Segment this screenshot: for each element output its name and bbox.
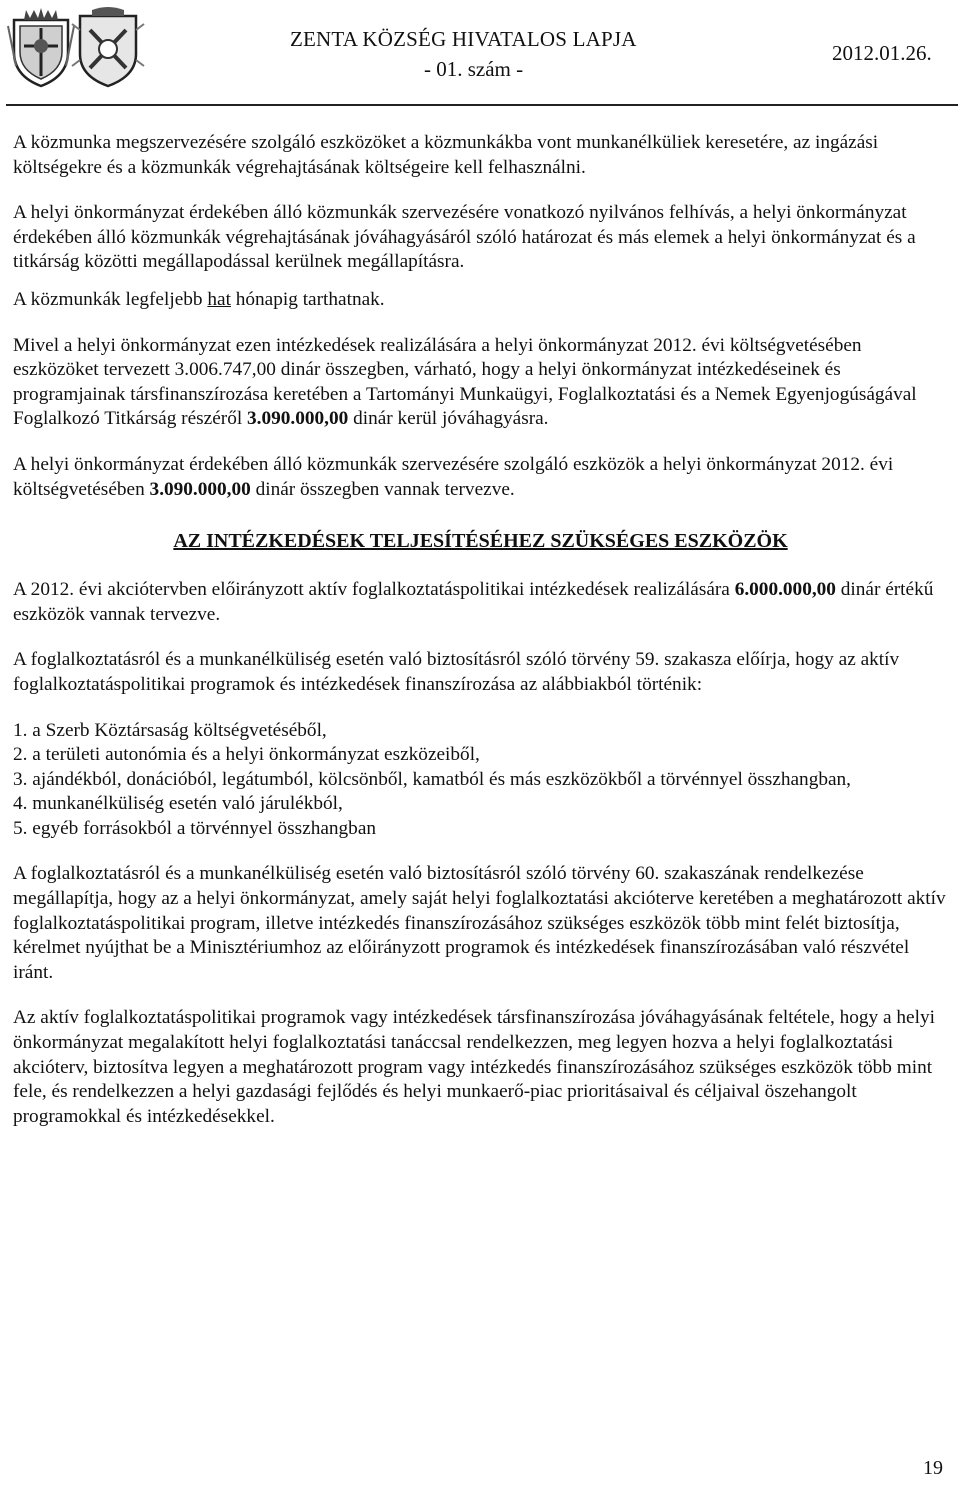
paragraph-3-text: A közmunkák legfeljebb: [13, 288, 208, 310]
amount-bold: 3.090.000,00: [149, 478, 251, 500]
publication-date: 2012.01.26.: [832, 41, 932, 65]
list-item: 2. a területi autonómia és a helyi önkormányzat eszközeiből,: [13, 744, 480, 766]
paragraph-4-text-end: dinár kerül jóváhagyásra.: [348, 408, 549, 430]
paragraph-6: [13, 578, 948, 627]
paragraph-4: [13, 334, 948, 432]
funding-sources-list: [13, 719, 948, 842]
header-divider: [6, 104, 958, 106]
amount-bold: 6.000.000,00: [734, 579, 836, 601]
issue-number: - 01. szám -: [424, 57, 524, 81]
paragraph-9: Az aktív foglalkoztatáspolitikai programok vagy intézkedések társfinanszírozása jóváhagyásának feltétele, hogy a helyi önkormányzat megalakított helyi foglalkoztatási tanáccsal rendelkezzen, meg legyen hozva a helyi foglalkoztatási akcióterv, biztosítva legyen a meghatározott program vagy intézkedés finanszírozásához szükséges eszközök több mint fele, és rendelkezzen a helyi gazdasági fejlődés és helyi munkaerő-piac prioritásaival és céljaival öszehangolt programokkal és intézkedésekkel.: [13, 1007, 935, 1127]
list-item: 4. munkanélküliség esetén való járulékból,: [13, 793, 343, 815]
section-heading: AZ INTÉZKEDÉSEK TELJESÍTÉSÉHEZ SZÜKSÉGES ESZKÖZÖK: [173, 530, 788, 553]
paragraph-2: A helyi önkormányzat érdekében álló közmunkák szervezésére vonatkozó nyilvános felhívás, a helyi önkormányzat érdekében álló közmunkák végrehajtásának jóváhagyásáról szóló határozat és más elemek a helyi önkormányzat és a titkárság közötti megállapodással kerülnek megállapításra.: [13, 202, 916, 273]
paragraph-1: A közmunka megszervezésére szolgáló eszközöket a közmunkákba vont munkanélküliek keresetére, az ingázási költségekre és a közmunkák végrehajtásának költségeire kell felhasználni.: [13, 132, 879, 178]
paragraph-8: A foglalkoztatásról és a munkanélküliség esetén való biztosításról szóló törvény 60. szakaszának rendelkezése megállapítja, hogy az a helyi önkormányzat, amely saját helyi foglalkoztatási akcióterve keretében a meghatározott aktív foglalkoztatáspolitikai program, illetve intézkedés finanszírozásához szükséges eszközök több mint felét biztosítja, kérelmet nyújthat be a Minisztériumhoz az előirányzott programok és intézkedések finanszírozásában való részvétel iránt.: [13, 863, 946, 983]
paragraph-6-text-end: dinár értékű eszközök vannak tervezve.: [13, 579, 934, 625]
underlined-word: hat: [207, 288, 231, 310]
document-body: [13, 131, 948, 1129]
amount-bold: 3.090.000,00: [247, 408, 349, 430]
coat-of-arms-icon: [6, 6, 76, 88]
paragraph-5-text: A helyi önkormányzat érdekében álló közmunkák szervezésére szolgáló eszközök a helyi önkormányzat 2012. évi költségvetésében: [13, 453, 894, 500]
emblem-icon: [68, 6, 148, 88]
paragraph-6-text: A 2012. évi akciótervben előirányzott aktív foglalkoztatáspolitikai intézkedések realizálására: [13, 579, 735, 601]
paragraph-5: [13, 453, 948, 502]
page-number: 19: [923, 1457, 943, 1479]
paragraph-5-text-end: dinár összegben vannak tervezve.: [250, 478, 515, 500]
paragraph-7: A foglalkoztatásról és a munkanélküliség esetén való biztosításról szóló törvény 59. szakasza előírja, hogy az aktív foglalkoztatáspolitikai programok és intézkedések finanszírozása az alábbiakból történik:: [13, 649, 900, 695]
list-item: 3. ajándékból, donációból, legátumból, kölcsönből, kamatból és más eszközökből a törvénnyel összhangban,: [13, 768, 851, 790]
list-item: 1. a Szerb Köztársaság költségvetéséből,: [13, 719, 327, 741]
list-item: 5. egyéb forrásokból a törvénnyel összhangban: [13, 817, 377, 839]
paragraph-3-text-end: hónapig tarthatnak.: [230, 288, 385, 310]
page-header: [0, 0, 960, 108]
publication-title: ZENTA KÖZSÉG HIVATALOS LAPJA: [290, 27, 637, 51]
paragraph-3: [13, 288, 948, 313]
paragraph-4-text: Mivel a helyi önkormányzat ezen intézkedések realizálására a helyi önkormányzat 2012. évi költségvetésében eszközöket tervezett 3.006.747,00 dinár összegben, várható, hogy a helyi önkormányzat intézkedéseinek és programjainak társfinanszírozása keretében a Tartományi Munkaügyi, Foglalkoztatási és a Nemek Egyenjogúságával Foglalkozó Titkárság részéről: [13, 334, 917, 430]
